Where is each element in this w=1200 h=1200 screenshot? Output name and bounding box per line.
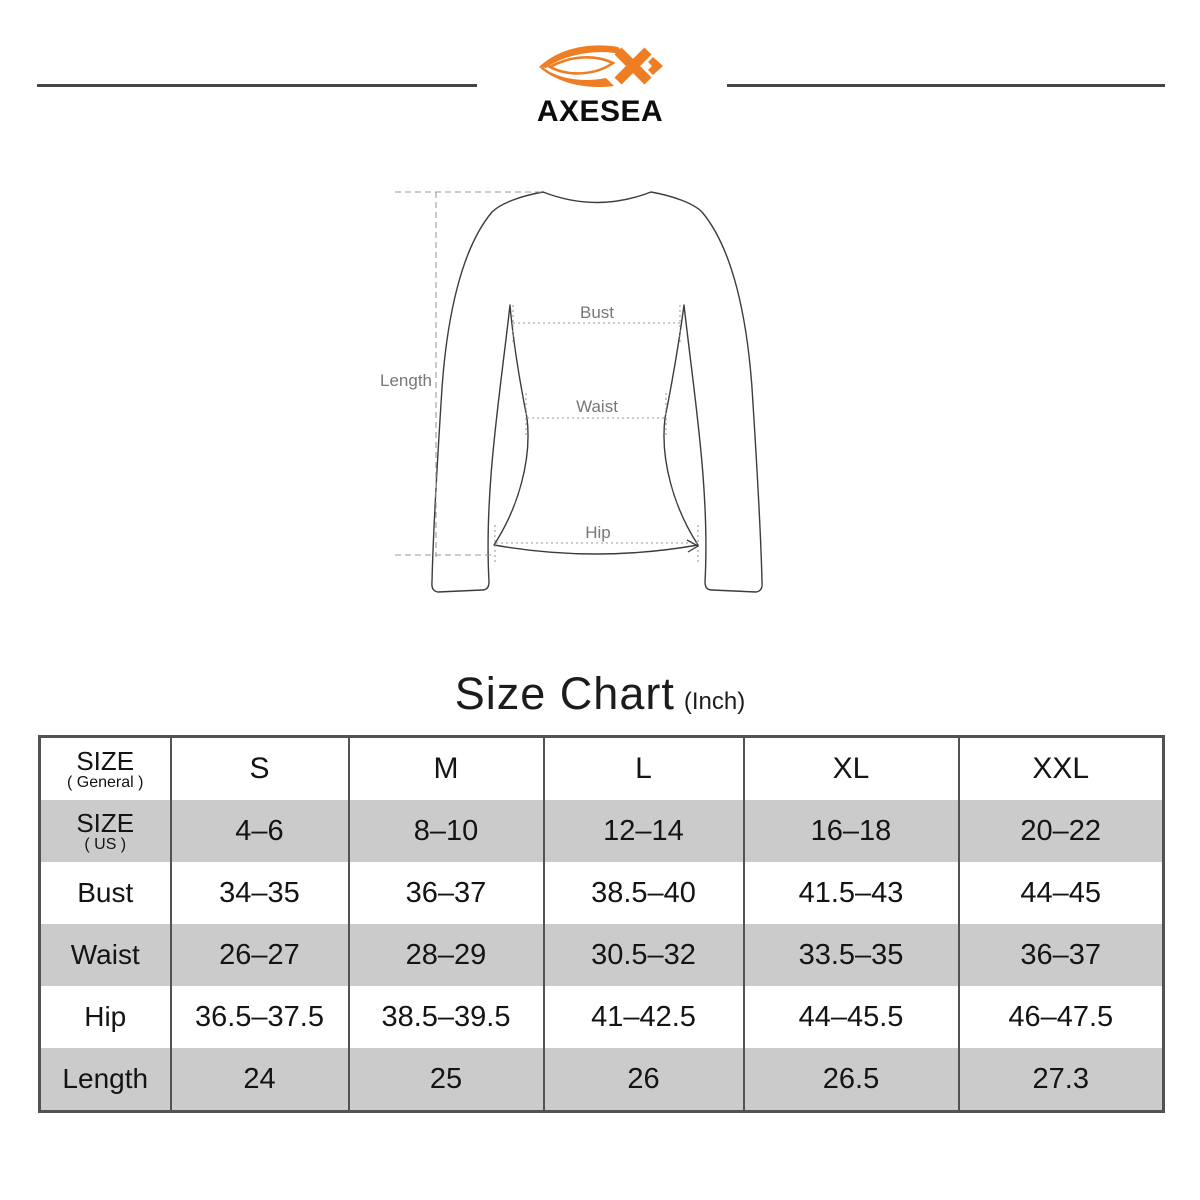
size-col-header-m: M bbox=[349, 737, 544, 801]
size-table-cell: 26.5 bbox=[744, 1048, 959, 1112]
size-table-cell: 25 bbox=[349, 1048, 544, 1112]
size-table-row bbox=[40, 800, 1164, 862]
size-table-cell: 41.5–43 bbox=[744, 862, 959, 924]
size-table-cell: 38.5–39.5 bbox=[349, 986, 544, 1048]
title-text: Size Chart bbox=[454, 668, 675, 719]
size-table-row bbox=[40, 924, 1164, 986]
axesea-fish-x-icon bbox=[536, 42, 664, 90]
size-table-row-label bbox=[40, 1048, 171, 1112]
size-table-cell: 8–10 bbox=[349, 800, 544, 862]
size-table-cell: 12–14 bbox=[544, 800, 744, 862]
brand-logo bbox=[0, 42, 1200, 127]
size-table bbox=[38, 735, 1165, 1113]
brand-logo-text: AXESEA bbox=[536, 95, 664, 128]
size-table-row bbox=[40, 986, 1164, 1048]
size-table-cell: 41–42.5 bbox=[544, 986, 744, 1048]
row-sublabel-text: ( US ) bbox=[84, 835, 127, 853]
length-label: Length bbox=[380, 371, 432, 390]
title-unit-text: (Inch) bbox=[683, 688, 746, 715]
size-col-header-l: L bbox=[544, 737, 744, 801]
size-table-cell: 24 bbox=[171, 1048, 349, 1112]
size-table-row-label bbox=[40, 924, 171, 986]
bust-label: Bust bbox=[579, 303, 615, 322]
size-table-row bbox=[40, 862, 1164, 924]
size-col-header-xl: XL bbox=[744, 737, 959, 801]
size-table-body bbox=[40, 800, 1164, 1112]
row-label-text: Bust bbox=[77, 877, 134, 908]
size-table-cell: 36.5–37.5 bbox=[171, 986, 349, 1048]
size-table-cell: 38.5–40 bbox=[544, 862, 744, 924]
header-size-label: SIZE bbox=[76, 745, 135, 776]
size-table-cell: 4–6 bbox=[171, 800, 349, 862]
size-table-cell: 20–22 bbox=[959, 800, 1164, 862]
size-table-cell: 33.5–35 bbox=[744, 924, 959, 986]
size-table-row-label bbox=[40, 800, 171, 862]
size-table-header-row bbox=[40, 737, 1164, 801]
size-table-cell: 26 bbox=[544, 1048, 744, 1112]
size-table-cell: 28–29 bbox=[349, 924, 544, 986]
size-table-cell: 30.5–32 bbox=[544, 924, 744, 986]
waist-label: Waist bbox=[576, 397, 618, 416]
row-label-text: Length bbox=[62, 1063, 149, 1094]
size-table-row bbox=[40, 1048, 1164, 1112]
size-chart-title bbox=[0, 668, 1200, 719]
size-table-row-label bbox=[40, 862, 171, 924]
header-size-sublabel: ( General ) bbox=[67, 773, 144, 791]
row-label-text: Hip bbox=[84, 1001, 127, 1032]
size-table-cell: 16–18 bbox=[744, 800, 959, 862]
garment-measurement-diagram bbox=[360, 160, 840, 660]
size-table-corner-cell bbox=[40, 737, 171, 801]
size-table-row-label bbox=[40, 986, 171, 1048]
size-table-cell: 44–45 bbox=[959, 862, 1164, 924]
size-table-cell: 27.3 bbox=[959, 1048, 1164, 1112]
size-table-cell: 46–47.5 bbox=[959, 986, 1164, 1048]
row-label-text: Waist bbox=[70, 939, 140, 970]
size-table-cell: 36–37 bbox=[959, 924, 1164, 986]
size-table-cell: 36–37 bbox=[349, 862, 544, 924]
size-table-cell: 26–27 bbox=[171, 924, 349, 986]
size-col-header-xxl: XXL bbox=[959, 737, 1164, 801]
size-table-cell: 34–35 bbox=[171, 862, 349, 924]
size-col-header-s: S bbox=[171, 737, 349, 801]
row-label-text: SIZE bbox=[76, 807, 135, 838]
size-table-cell: 44–45.5 bbox=[744, 986, 959, 1048]
hip-label: Hip bbox=[585, 523, 611, 542]
